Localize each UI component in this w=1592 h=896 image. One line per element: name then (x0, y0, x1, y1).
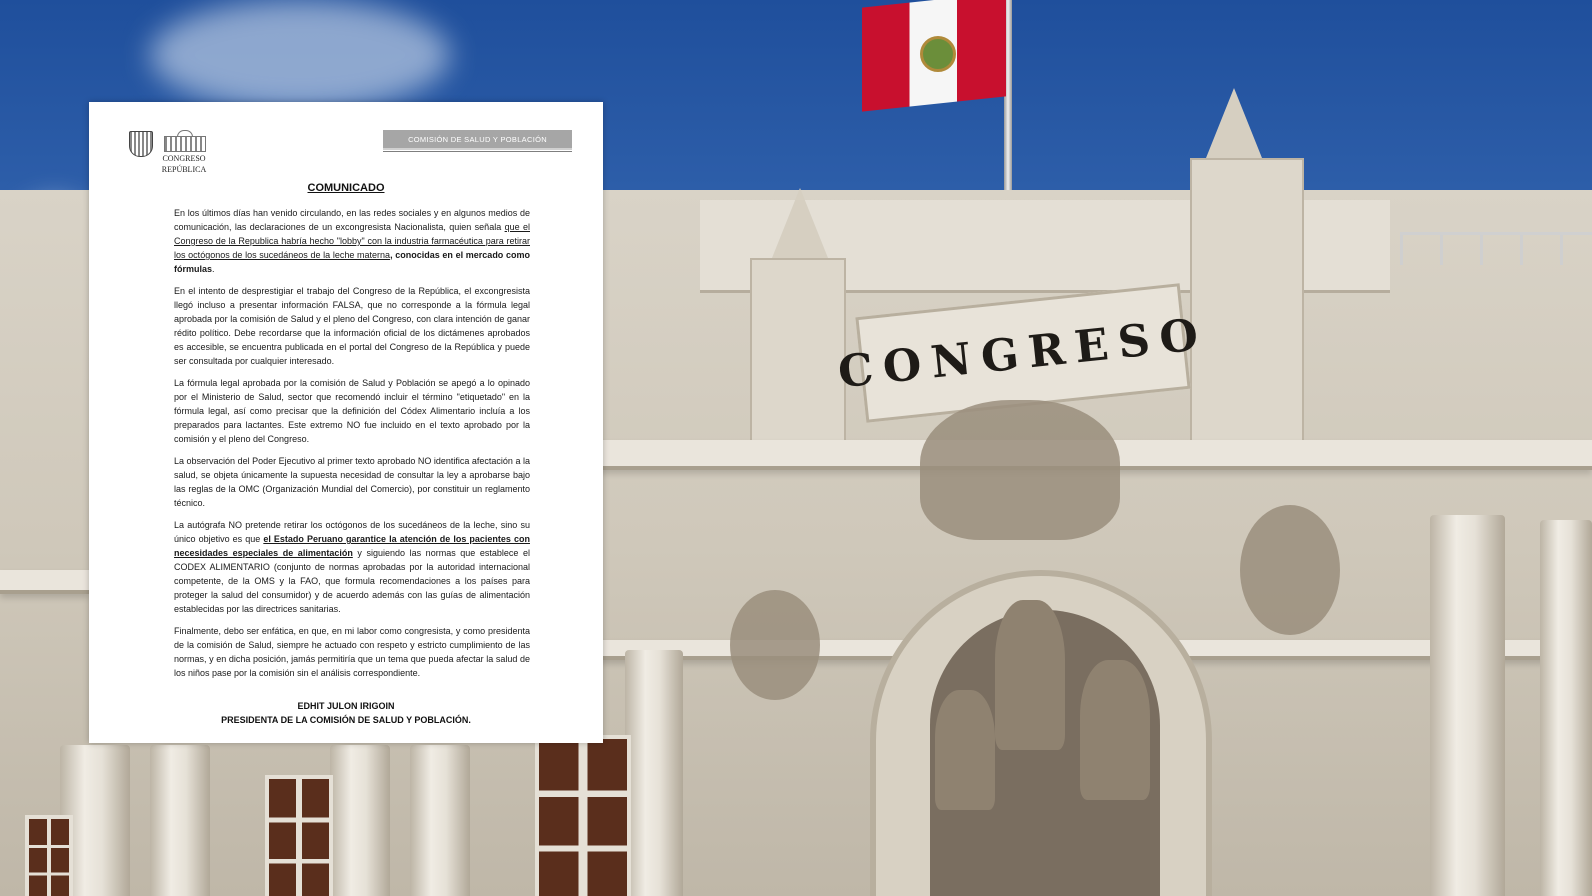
right-cartouche (1240, 505, 1340, 635)
left-tower (750, 258, 846, 462)
paragraph-2: En el intento de desprestigiar el trabajo del Congreso de la República, el excongresista llegó incluso a presentar información FALSA, que no corresponde a la fórmula legal aprobada por la comisión de Salud y el pleno del Congreso, con clara intención de ganar rédito político. Debe recordarse que la información oficial de los dictámenes aprobados es accesible, se encuentra publicada en el portal del Congreso de la República y puede ser consultada por cualquier interesado. (174, 286, 530, 366)
signatory-role: PRESIDENTA DE LA COMISIÓN DE SALUD Y POBLACIÓN. (221, 715, 471, 725)
paragraph-1-bold: , conocidas en el mercado como fórmulas (174, 250, 530, 274)
signature-block (89, 699, 603, 727)
column (150, 745, 210, 896)
column (1540, 520, 1592, 896)
paragraph-5-rest: y siguiendo las normas que establece el CODEX ALIMENTARIO (conjunto de normas aprobadas por la autoridad internacional competente, de la OMS y la FAO, que formula recomendaciones a los países para proteger la salud del consumidor) y de acuerdo además con las guías de alimentación establecidas por las directrices sanitarias. (174, 548, 530, 614)
logo-word-republica: REPÚBLICA (161, 165, 207, 174)
paragraph-5-bold-underlined: el Estado Peruano garantice la atención de los pacientes con necesidades especiales de alimentación (174, 534, 530, 558)
flag-coat-of-arms-icon (920, 36, 956, 72)
paragraph-1-underlined: que el Congreso de la Republica habría hecho "lobby" con la industria farmacéutica para retirar los octógonos de los sucedáneos de la leche materna (174, 222, 530, 260)
paragraph-6: Finalmente, debo ser enfática, en que, en mi labor como congresista, y como presidenta de la comisión de Salud, siempre he actuado con respeto y estricto cumplimiento de las normas, y en dicha posición, jamás permitiría que un tema que pueda afectar la salud de los niños pase por la comisión sin el análisis correspondiente. (174, 626, 530, 678)
paragraph-1 (174, 206, 530, 276)
cloud (150, 0, 450, 110)
paragraph-5-text: La autógrafa NO pretende retirar los octógonos de los sucedáneos de la leche, sino su único objetivo es que (174, 520, 530, 544)
header-divider (383, 151, 572, 152)
column (410, 745, 470, 896)
left-statue (935, 690, 995, 810)
congress-building-icon (164, 130, 204, 152)
committee-header: COMISIÓN DE SALUD Y POBLACIÓN (383, 130, 572, 150)
window (25, 815, 73, 896)
document-body (174, 206, 530, 688)
paragraph-1-end: . (212, 264, 215, 274)
signatory-name: EDHIT JULON IRIGOIN (297, 701, 395, 711)
window (535, 735, 631, 896)
header-logos (127, 130, 207, 174)
document-title: COMUNICADO (307, 182, 385, 194)
column (1430, 515, 1505, 896)
comunicado-document (89, 102, 603, 743)
right-spire (1206, 88, 1262, 158)
coat-of-arms-ornament (920, 400, 1120, 540)
paragraph-4: La observación del Poder Ejecutivo al primer texto aprobado NO identifica afectación a la salud, se objeta únicamente la supuesta necesidad de consultar la ley a aprobarse bajo las reglas de la OMC (Organización Mundial del Comercio), por constituir un reglamento técnico. (174, 456, 530, 508)
peru-coat-of-arms-icon (127, 130, 155, 166)
left-spire (772, 188, 828, 258)
left-cornice (0, 570, 89, 594)
logo-word-congreso: CONGRESO (162, 154, 206, 163)
left-cartouche (730, 590, 820, 700)
column (625, 650, 683, 896)
roof-railing (1400, 232, 1592, 265)
paragraph-3: La fórmula legal aprobada por la comisión de Salud y Población se apegó a lo opinado por el Ministerio de Salud, sector que recomendó incluir el término "etiquetado" en la fórmula legal, así como precisar que la definición del Códex Alimentario incluía a los preparados para lactantes. Este extremo NO fue incluido en el texto aprobado por la comisión y el pleno del Congreso. (174, 378, 530, 444)
central-statue (995, 600, 1065, 750)
right-statue (1080, 660, 1150, 800)
paragraph-5 (174, 518, 530, 616)
column (330, 745, 390, 896)
window (265, 775, 333, 896)
facade-sign-text: CONGRESO (835, 308, 1211, 398)
congreso-logo (161, 130, 207, 174)
paragraph-1-text: En los últimos días han venido circulando, en las redes sociales y en algunos medios de comunicación, las declaraciones de un excongresista Nacionalista, quien señala (174, 208, 530, 232)
right-tower (1190, 158, 1304, 462)
